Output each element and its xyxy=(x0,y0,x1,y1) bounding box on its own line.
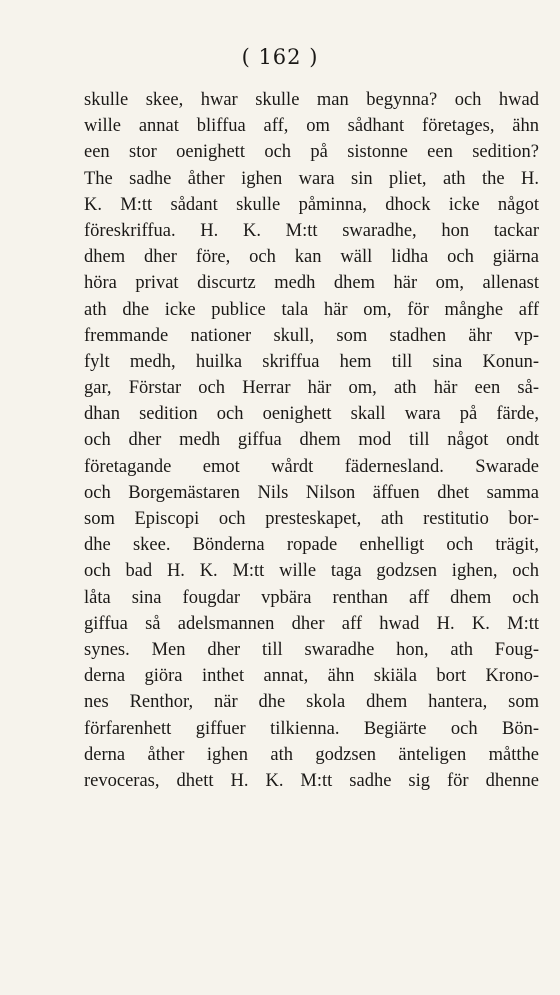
text-line: fremmande nationer skull, som stadhen ähr vp- xyxy=(84,325,539,346)
text-line: låta sina fougdar vpbära renthan aff dhem och xyxy=(84,587,539,608)
text-line: revoceras, dhett H. K. M:tt sadhe sig för dhenne xyxy=(84,770,539,791)
text-line: företagande emot wårdt fädernesland. Swarade xyxy=(84,456,539,477)
text-line: K. M:tt sådant skulle påminna, dhock icke något xyxy=(84,194,539,215)
text-line: och dher medh giffua dhem mod till något ondt xyxy=(84,430,539,451)
text-line: gar, Förstar och Herrar här om, ath här een så- xyxy=(84,378,539,399)
text-line: dhan sedition och oenighett skall wara på färde, xyxy=(84,404,539,425)
text-line: och bad H. K. M:tt wille taga godzsen ighen, och xyxy=(84,561,539,582)
text-line: giffua så adelsmannen dher aff hwad H. K. M:tt xyxy=(84,613,539,634)
body-text xyxy=(84,87,539,794)
text-line: nes Renthor, när dhe skola dhem hantera, som xyxy=(84,692,539,713)
text-line: förfarenhett giffuer tilkienna. Begiärte och Bön- xyxy=(84,718,539,739)
text-line: wille annat bliffua aff, om sådhant företages, ähn xyxy=(84,116,539,137)
text-line: derna åther ighen ath godzsen änteligen måtthe xyxy=(84,744,539,765)
text-line: skulle skee, hwar skulle man begynna? och hwad xyxy=(84,90,539,110)
text-line: och Borgemästaren Nils Nilson äffuen dhet samma xyxy=(84,482,539,503)
text-line: synes. Men dher till swaradhe hon, ath Foug- xyxy=(84,639,539,660)
text-line: The sadhe åther ighen wara sin pliet, ath the H. xyxy=(84,168,539,189)
text-line: dhe skee. Bönderna ropade enhelligt och trägit, xyxy=(84,535,539,556)
text-line: een stor oenighett och på sistonne een sedition? xyxy=(84,142,539,163)
text-line: höra privat discurtz medh dhem här om, allenast xyxy=(84,273,539,294)
text-line: som Episcopi och presteskapet, ath restitutio bor- xyxy=(84,509,539,529)
text-line: föreskriffua. H. K. M:tt swaradhe, hon tackar xyxy=(84,220,539,241)
text-line: dhem dher före, och kan wäll lidha och giärna xyxy=(84,247,539,268)
page-number: ( 162 ) xyxy=(241,45,319,69)
text-line: ath dhe icke publice tala här om, för månghe aff xyxy=(84,299,539,320)
text-line: derna giöra inthet annat, ähn skiäla bort Krono- xyxy=(84,666,539,687)
text-line: fylt medh, huilka skriffua hem till sina Konun- xyxy=(84,351,539,372)
